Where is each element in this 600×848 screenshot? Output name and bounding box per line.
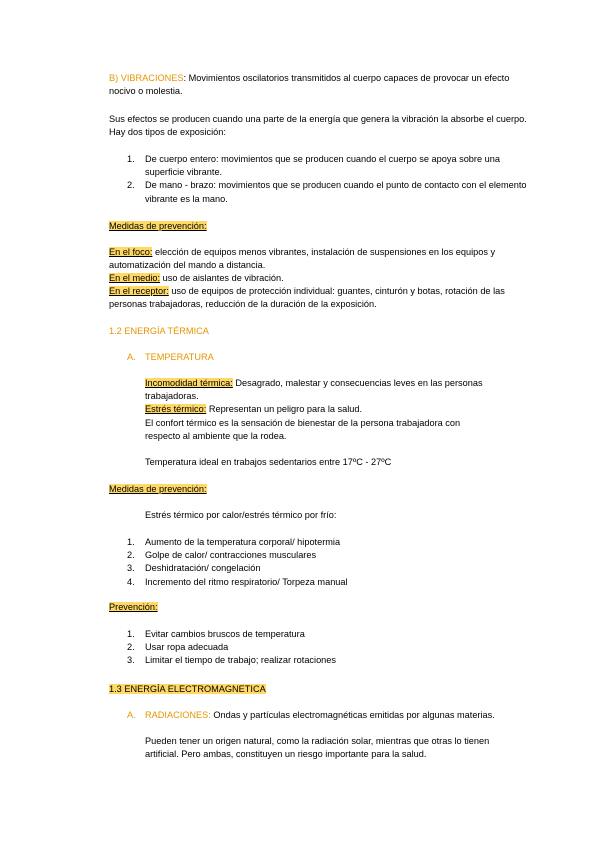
- prevencion-list: [127, 628, 527, 668]
- termica-heading: 1.2 ENERGÍA TÉRMICA: [109, 326, 209, 336]
- list-item: 3. Limitar el tiempo de trabajo; realizar rotaciones: [127, 655, 336, 666]
- list-item: 1. De cuerpo entero: movimientos que se producen cuando el cuerpo se apoya sobre una superficie vibrante.: [127, 154, 500, 178]
- prevencion-title: Prevención:: [109, 602, 158, 612]
- temperatura-subheading: A. TEMPERATURA: [127, 352, 214, 362]
- radiaciones-paragraph: RADIACIONES: Ondas y partículas electromagnéticas emitidas por algunas materias.: [145, 710, 495, 720]
- vibraciones-definition: B) VIBRACIONES: Movimientos oscilatorios transmitidos al cuerpo capaces de provocar un efecto nocivo o molestia.: [109, 73, 510, 97]
- foco-paragraph: En el foco: elección de equipos menos vibrantes, instalación de suspensiones en los equipos y automatización del mando a distancia.: [109, 247, 496, 271]
- list-item: 2. De mano - brazo: movimientos que se producen cuando el punto de contacto con el elemento vibrante es la mano.: [127, 180, 527, 204]
- origin-paragraph: Pueden tener un origen natural, como la radiación solar, mientras que otras lo tienen artificial. Pero ambas, constituyen un riesgo importante para la salud.: [145, 736, 490, 760]
- estres-calor-frio: Estrés térmico por calor/estrés térmico por frío:: [145, 510, 337, 520]
- list-item: 2. Usar ropa adecuada: [127, 642, 229, 653]
- vibraciones-intro: Sus efectos se producen cuando una parte de la energía que genera la vibración la absorbe el cuerpo. Hay dos tipos de exposición:: [109, 114, 527, 138]
- list-item: 1. Aumento de la temperatura corporal/ hipotermia: [127, 537, 341, 547]
- incomodidad-paragraph: Incomodidad térmica: Desagrado, malestar y consecuencias leves en las personas trabajadoras.: [145, 378, 483, 402]
- list-item: 1. Evitar cambios bruscos de temperatura: [127, 629, 305, 639]
- list-item: 2. Golpe de calor/ contracciones musculares: [127, 550, 317, 561]
- ideal-temperature: Temperatura ideal en trabajos sedentarios entre 17ºC - 27ºC: [145, 457, 392, 468]
- electromagnetica-heading: 1.3 ENERGÍA ELECTROMAGNETICA: [109, 684, 266, 694]
- termica-prevention-title: Medidas de prevención:: [109, 484, 207, 494]
- list-item: 4. Incremento del ritmo respiratorio/ Torpeza manual: [127, 576, 348, 587]
- temperatura-body: [145, 377, 490, 469]
- effects-list: [127, 536, 527, 589]
- confort-paragraph: El confort térmico es la sensación de bienestar de la persona trabajadora con respecto al ambiente que la rodea.: [145, 417, 461, 441]
- estres-paragraph: Estrés térmico: Representan un peligro para la salud.: [145, 404, 363, 415]
- list-item: 3. Deshidratación/ congelación: [127, 563, 261, 574]
- receptor-paragraph: En el receptor: uso de equipos de protección individual: guantes, cinturón y botas, rotación de las personas trabajadoras, reducción de la duración de la exposición.: [109, 286, 505, 310]
- radiaciones-section: A. RADIACIONES: Ondas y partículas electromagnéticas emitidas por algunas materias. Pueden tener un origen natural, como la radiación solar, mientras que otras lo tienen artificial. Pero ambas, constituyen un riesgo importante para la salud.: [127, 709, 517, 762]
- medio-paragraph: En el medio: uso de aislantes de vibración.: [109, 273, 284, 283]
- vibration-types-list: [127, 153, 527, 206]
- vibraciones-heading: B) VIBRACIONES: [109, 73, 184, 83]
- prevention-title: Medidas de prevención:: [109, 221, 207, 231]
